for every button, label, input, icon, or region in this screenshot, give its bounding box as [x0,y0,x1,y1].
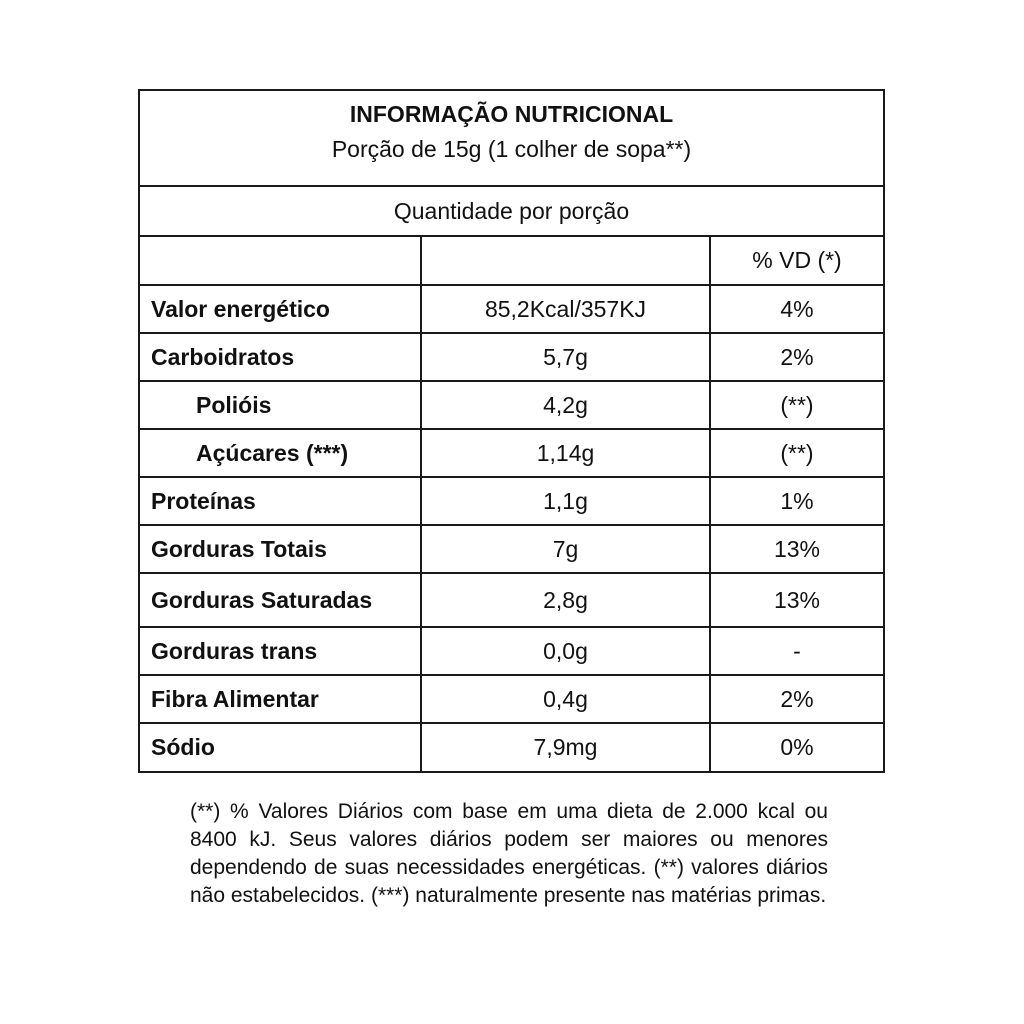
nutrient-value: 1,14g [421,429,710,477]
empty-header-cell [140,237,421,285]
table-row [140,723,883,771]
table-row [140,573,883,627]
nutrient-value: 1,1g [421,477,710,525]
table-title: INFORMAÇÃO NUTRICIONAL [349,101,674,127]
column-header-row [140,237,883,285]
nutrient-name: Gorduras trans [140,627,421,675]
table-row [140,675,883,723]
nutrient-table [140,237,883,771]
table-header [140,91,883,187]
nutrient-name: Polióis [140,381,421,429]
nutrition-facts-table [138,89,885,773]
table-row [140,429,883,477]
nutrient-value: 2,8g [421,573,710,627]
nutrient-name: Valor energético [140,285,421,333]
empty-header-cell [421,237,710,285]
nutrient-value: 85,2Kcal/357KJ [421,285,710,333]
table-row [140,627,883,675]
nutrient-name: Açúcares (***) [140,429,421,477]
portion-size: Porção de 15g (1 colher de sopa**) [331,136,692,162]
nutrient-vd: 4% [710,285,883,333]
nutrient-vd: 2% [710,333,883,381]
nutrient-vd: 0% [780,734,814,760]
nutrient-value: 4,2g [421,381,710,429]
nutrient-value: 7,9mg [421,723,710,771]
nutrient-value: 5,7g [421,333,710,381]
nutrient-name: Gorduras Totais [140,525,421,573]
nutrient-vd: 13% [710,573,883,627]
footnote: (**) % Valores Diários com base em uma dieta de 2.000 kcal ou 8400 kJ. Seus valores diários podem ser maiores ou menores dependendo de suas necessidades energéticas. (**) valores diários não estabelecidos. (***) naturalmente presente nas matérias primas. [190,800,828,907]
nutrient-vd: - [710,627,883,675]
table-row [140,381,883,429]
nutrient-value: 0,0g [421,627,710,675]
vd-header: % VD (*) [710,237,883,285]
nutrient-name: Carboidratos [140,333,421,381]
nutrient-name: Sódio [140,723,421,771]
quantity-header: Quantidade por porção [140,187,883,237]
table-row [140,525,883,573]
nutrient-name: Fibra Alimentar [140,675,421,723]
nutrient-vd: 1% [710,477,883,525]
nutrient-vd: (**) [710,429,883,477]
nutrient-vd: 2% [710,675,883,723]
nutrient-value: 7g [421,525,710,573]
table-row [140,333,883,381]
nutrient-name: Gorduras Saturadas [140,573,421,627]
nutrient-value: 0,4g [421,675,710,723]
table-row [140,285,883,333]
table-row [140,477,883,525]
nutrient-name: Proteínas [140,477,421,525]
nutrient-vd: (**) [710,381,883,429]
nutrient-vd: 13% [710,525,883,573]
